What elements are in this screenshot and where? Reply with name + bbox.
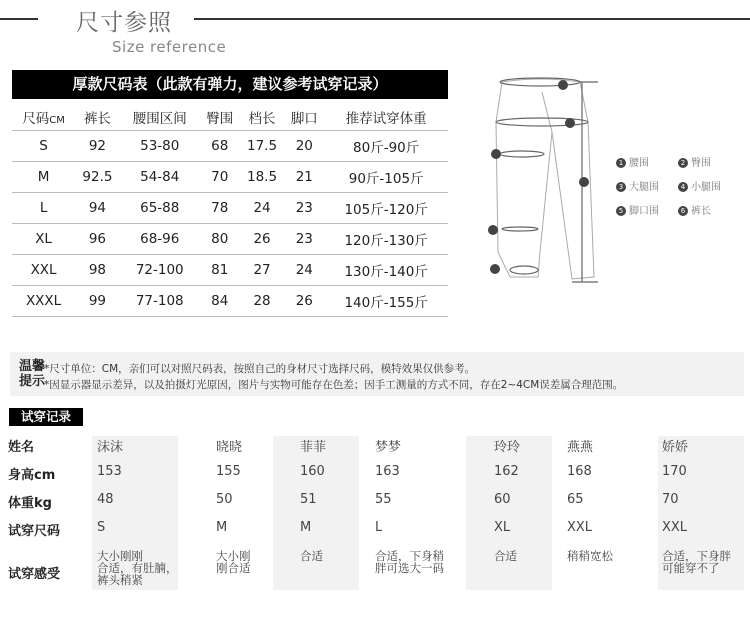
record-height: 162: [494, 464, 519, 479]
table-cell: 140斤-155斤: [324, 286, 448, 317]
table-cell: 53-80: [120, 131, 200, 162]
table-cell: 68: [200, 131, 240, 162]
record-feel: 合适，下身胖: [662, 549, 731, 563]
legend-label: 裤长: [691, 206, 711, 217]
notes-box: [10, 352, 744, 396]
table-cell: 99: [75, 286, 120, 317]
table-cell: 24: [284, 255, 324, 286]
record-feel: 合适: [494, 549, 517, 563]
record-weight: 55: [375, 492, 392, 507]
size-table-caption: 厚款尺码表（此款有弹力，建议参考试穿记录）: [12, 70, 448, 99]
table-cell: 20: [284, 131, 324, 162]
record-weight: 70: [662, 492, 679, 507]
note-line: *尺寸单位：CM，亲们可以对照尺码表，按照自己的身材尺寸选择尺码，模特效果仅供参考。: [44, 363, 476, 375]
legend-item: [616, 202, 659, 217]
notes-label: 温馨: [19, 359, 46, 374]
row-label: 试穿尺码: [8, 524, 61, 539]
table-cell: 77-108: [120, 286, 200, 317]
record-name: 燕燕: [567, 440, 594, 455]
record-feel: 合适，有肚腩，: [97, 561, 178, 575]
record-feel: 可能穿不了: [662, 561, 720, 575]
column-shade: [273, 436, 359, 590]
record-weight: 60: [494, 492, 511, 507]
record-size: XL: [494, 520, 511, 535]
record-name: 晓晓: [216, 440, 243, 455]
table-row: [12, 224, 448, 255]
table-cell: 27: [240, 255, 285, 286]
record-weight: 48: [97, 492, 114, 507]
record-size: XXL: [567, 520, 593, 535]
table-cell: XL: [12, 224, 75, 255]
table-cell: 23: [284, 224, 324, 255]
row-label: 姓名: [8, 440, 35, 455]
record-size: L: [375, 520, 383, 535]
number-badge-icon: 4: [678, 182, 688, 192]
table-cell: 98: [75, 255, 120, 286]
record-name: 菲菲: [300, 440, 327, 455]
table-row: [12, 162, 448, 193]
legend-label: 小腿围: [691, 182, 721, 193]
table-cell: 84: [200, 286, 240, 317]
column-header: 档长: [240, 103, 285, 131]
record-height: 163: [375, 464, 400, 479]
record-weight: 50: [216, 492, 233, 507]
table-cell: 96: [75, 224, 120, 255]
table-cell: 72-100: [120, 255, 200, 286]
legend-label: 脚口围: [629, 206, 659, 217]
record-size: XXL: [662, 520, 688, 535]
legend-label: 臀围: [691, 158, 711, 169]
record-size: S: [97, 520, 106, 535]
record-height: 155: [216, 464, 241, 479]
records-title: 试穿记录: [9, 408, 83, 426]
table-cell: 24: [240, 193, 285, 224]
table-cell: 65-88: [120, 193, 200, 224]
table-cell: S: [12, 131, 75, 162]
legend-item: [616, 178, 659, 193]
table-cell: 21: [284, 162, 324, 193]
legend-label: 大腿围: [629, 182, 659, 193]
record-feel: 刚合适: [216, 561, 251, 575]
row-label: 试穿感受: [8, 567, 61, 582]
size-table: [12, 103, 448, 317]
record-name: 沫沫: [97, 440, 124, 455]
legend-label: 腰围: [629, 158, 649, 169]
table-cell: 18.5: [240, 162, 285, 193]
table-cell: 70: [200, 162, 240, 193]
column-header: 尺码CM: [12, 103, 75, 131]
column-header: 脚口: [284, 103, 324, 131]
number-badge-icon: 2: [678, 158, 688, 168]
record-weight: 51: [300, 492, 317, 507]
table-cell: 80斤-90斤: [324, 131, 448, 162]
column-header: 裤长: [75, 103, 120, 131]
table-cell: XXL: [12, 255, 75, 286]
record-feel: 大小刚刚: [97, 549, 143, 563]
table-cell: 94: [75, 193, 120, 224]
record-feel: 大小刚: [216, 549, 251, 563]
record-weight: 65: [567, 492, 584, 507]
table-cell: 23: [284, 193, 324, 224]
table-row: [12, 131, 448, 162]
table-cell: XXXL: [12, 286, 75, 317]
table-cell: 92: [75, 131, 120, 162]
table-cell: 80: [200, 224, 240, 255]
record-feel: 合适，下身稍: [375, 549, 444, 563]
table-cell: 54-84: [120, 162, 200, 193]
number-badge-icon: 5: [616, 206, 626, 216]
legend-item: [678, 154, 711, 169]
number-badge-icon: 3: [616, 182, 626, 192]
record-feel: 稍稍宽松: [567, 549, 613, 563]
page-subtitle: Size reference: [112, 38, 227, 56]
legend-item: [678, 202, 711, 217]
table-cell: 17.5: [240, 131, 285, 162]
table-cell: 81: [200, 255, 240, 286]
page-title: 尺寸参照: [76, 10, 172, 36]
table-cell: 28: [240, 286, 285, 317]
record-feel: 胖可选大一码: [375, 561, 444, 575]
table-row: [12, 193, 448, 224]
number-badge-icon: 6: [678, 206, 688, 216]
record-height: 168: [567, 464, 592, 479]
table-cell: M: [12, 162, 75, 193]
record-size: M: [300, 520, 312, 535]
divider: [0, 18, 38, 20]
table-cell: 26: [284, 286, 324, 317]
row-label: 身高cm: [8, 468, 56, 483]
column-header: 腰围区间: [120, 103, 200, 131]
column-header: 臀围: [200, 103, 240, 131]
number-badge-icon: 1: [616, 158, 626, 168]
record-feel: 合适: [300, 549, 323, 563]
table-cell: L: [12, 193, 75, 224]
table-cell: 78: [200, 193, 240, 224]
column-header: 推荐试穿体重: [324, 103, 448, 131]
notes-label: 提示: [19, 374, 46, 389]
record-name: 玲玲: [494, 440, 521, 455]
legend-item: [678, 178, 721, 193]
table-cell: 68-96: [120, 224, 200, 255]
divider: [194, 18, 750, 20]
record-height: 160: [300, 464, 325, 479]
record-height: 153: [97, 464, 122, 479]
table-row: [12, 255, 448, 286]
table-row: [12, 286, 448, 317]
table-cell: 92.5: [75, 162, 120, 193]
record-name: 梦梦: [375, 440, 402, 455]
table-cell: 90斤-105斤: [324, 162, 448, 193]
legend-item: [616, 154, 649, 169]
table-cell: 120斤-130斤: [324, 224, 448, 255]
record-height: 170: [662, 464, 687, 479]
row-label: 体重kg: [8, 496, 52, 511]
table-cell: 130斤-140斤: [324, 255, 448, 286]
table-cell: 26: [240, 224, 285, 255]
column-shade: [466, 436, 552, 590]
record-size: M: [216, 520, 228, 535]
record-feel: 裤头稍紧: [97, 573, 143, 587]
record-name: 娇娇: [662, 440, 689, 455]
table-cell: 105斤-120斤: [324, 193, 448, 224]
note-line: *因显示器显示差异，以及拍摄灯光原因，图片与实物可能存在色差；因手工测量的方式不同，存在2~4CM误差属合理范围。: [44, 379, 624, 391]
pants-diagram: [480, 72, 600, 290]
